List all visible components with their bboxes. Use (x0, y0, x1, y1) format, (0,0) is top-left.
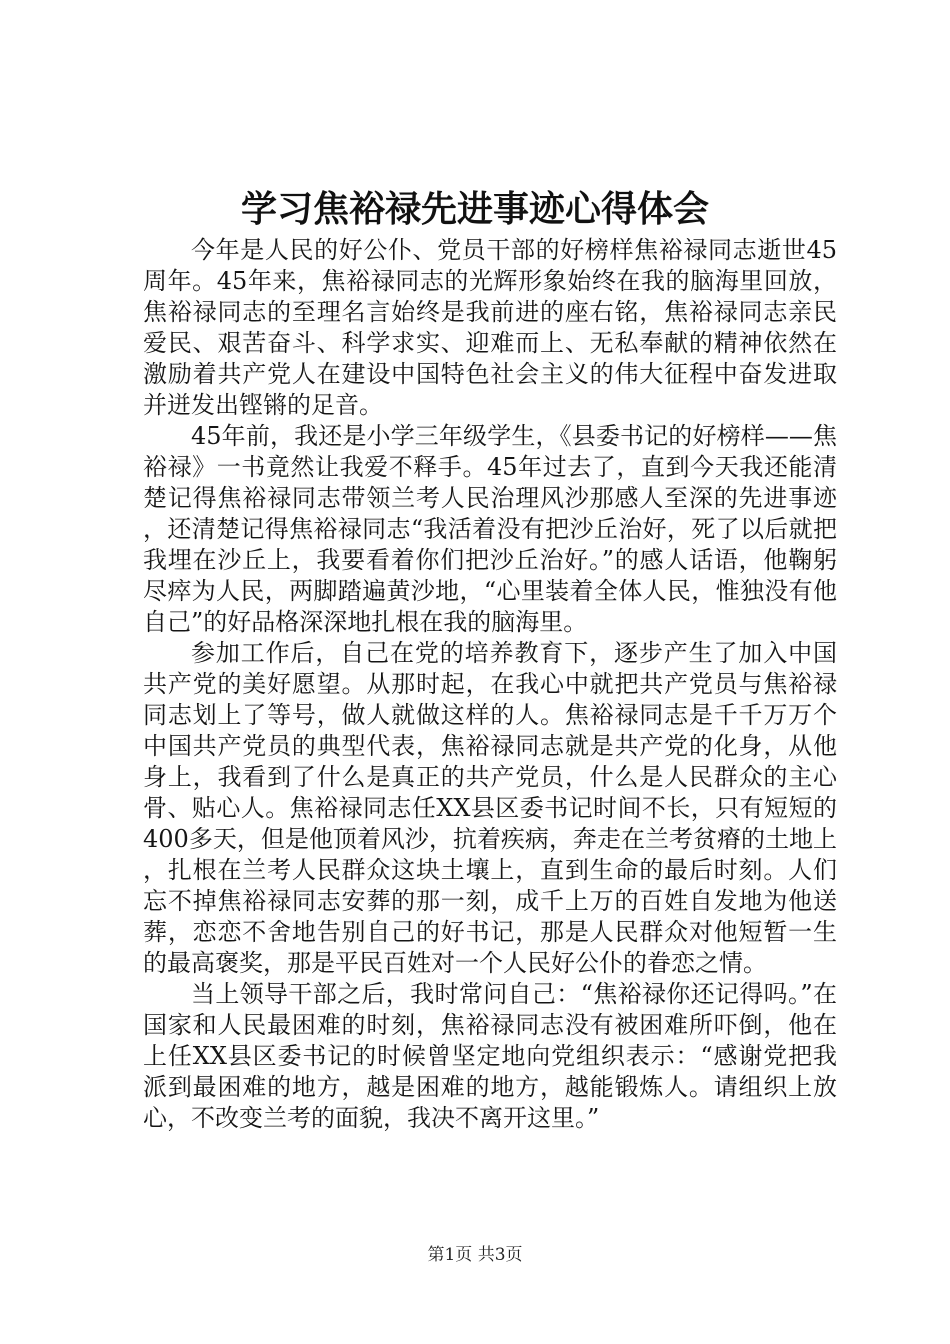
paragraph-1: 今年是人民的好公仆、党员干部的好榜样焦裕禄同志逝世45周年。45年来，焦裕禄同志的光辉形象始终在我的脑海里回放，焦裕禄同志的至理名言始终是我前进的座右铭，焦裕禄同志亲民爱民、艰苦奋斗、科学求实、迎难而上、无私奉献的精神依然在激励着共产党人在建设中国特色社会主义的伟大征程中奋发进取并迸发出铿锵的足音。 (143, 236, 837, 419)
paragraph-3: 参加工作后，自己在党的培养教育下，逐步产生了加入中国共产党的美好愿望。从那时起，在我心中就把共产党员与焦裕禄同志划上了等号，做人就做这样的人。焦裕禄同志是千千万万个中国共产党员的典型代表，焦裕禄同志就是共产党的化身，从他身上，我看到了什么是真正的共产党员，什么是人民群众的主心骨、贴心人。焦裕禄同志任XX县区委书记时间不长，只有短短的400多天，但是他顶着风沙，抗着疾病，奔走在兰考贫瘠的土地上，扎根在兰考人民群众这块土壤上，直到生命的最后时刻。人们忘不掉焦裕禄同志安葬的那一刻，成千上万的百姓自发地为他送葬，恋恋不舍地告别自己的好书记，那是人民群众对他短暂一生的最高褒奖，那是平民百姓对一个人民好公仆的眷恋之情。 (143, 639, 837, 977)
paragraph-2: 45年前，我还是小学三年级学生，《县委书记的好榜样——焦裕禄》一书竟然让我爱不释手。45年过去了，直到今天我还能清楚记得焦裕禄同志带领兰考人民治理风沙那感人至深的先进事迹，还清楚记得焦裕禄同志“我活着没有把沙丘治好，死了以后就把我埋在沙丘上，我要看着你们把沙丘治好。”的感人话语，他鞠躬尽瘁为人民，两脚踏遍黄沙地，“心里装着全体人民，惟独没有他自己”的好品格深深地扎根在我的脑海里。 (143, 422, 837, 636)
document-title: 学习焦裕禄先进事迹心得体会 (240, 188, 709, 230)
page-number: 第1页 共3页 (427, 1245, 523, 1265)
document-body (143, 235, 837, 1134)
paragraph-4: 当上领导干部之后，我时常问自己：“焦裕禄你还记得吗。”在国家和人民最困难的时刻，焦裕禄同志没有被困难所吓倒，他在上任XX县区委书记的时候曾坚定地向党组织表示：“感谢党把我派到最困难的地方，越是困难的地方，越能锻炼人。请组织上放心，不改变兰考的面貌，我决不离开这里。” (143, 980, 837, 1132)
